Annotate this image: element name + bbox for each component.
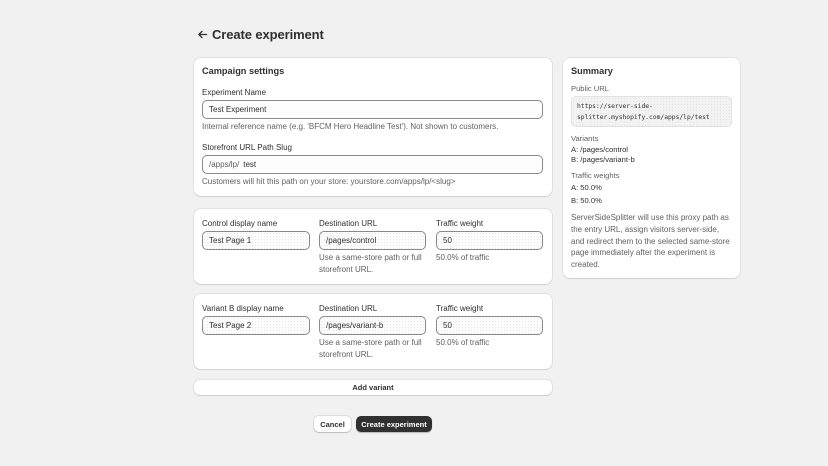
control-name-label: Control display name [202, 219, 278, 228]
slug-help: Customers will hit this path on your store: yourstore.com/apps/lp/<slug> [202, 177, 456, 186]
slug-value: test [243, 160, 257, 169]
campaign-settings-card [194, 58, 552, 196]
control-url-help-1: Use a same-store path or full [319, 253, 422, 262]
page-header [194, 25, 324, 43]
public-url-line-2: splitter.myshopify.com/apps/lp/test [577, 114, 710, 121]
weight-b: B: 50.0% [571, 196, 602, 205]
control-name-value: Test Page 1 [209, 236, 252, 245]
control-url-help-2: storefront URL. [319, 265, 374, 274]
public-url-box [571, 96, 732, 127]
experiment-name-value: Test Experiment [209, 105, 267, 114]
summary-desc-line-2: the entry URL, assign visitors server-side, [571, 224, 720, 234]
variant-b-weight-help: 50.0% of traffic [436, 338, 490, 347]
variant-b-weight-label: Traffic weight [436, 304, 484, 313]
variant-b-name-input[interactable] [202, 316, 310, 335]
public-url-label: Public URL [571, 84, 609, 93]
control-url-value: /pages/control [326, 236, 377, 245]
variants-label: Variants [571, 134, 599, 143]
card-title: Campaign settings [202, 66, 285, 76]
traffic-weights-label: Traffic weights [571, 171, 620, 180]
public-url-line-1: https://server-side- [577, 103, 653, 110]
variant-b-url-help-2: storefront URL. [319, 350, 374, 359]
control-weight-help: 50.0% of traffic [436, 253, 490, 262]
control-weight-label: Traffic weight [436, 219, 484, 228]
add-variant-button[interactable]: Add variant [194, 380, 552, 395]
summary-description [571, 212, 739, 271]
variant-b-weight-input[interactable] [436, 316, 543, 335]
variant-a-path: A: /pages/control [571, 145, 628, 154]
control-weight-input[interactable] [436, 231, 543, 250]
variant-b-name-label: Variant B display name [202, 304, 284, 313]
summary-desc-line-3: and redirect them to the selected same-store [571, 236, 730, 246]
variant-b-path: B: /pages/variant-b [571, 155, 635, 164]
weight-a: A: 50.0% [571, 183, 602, 192]
page-title: Create experiment [212, 26, 324, 42]
summary-desc-line-1: ServerSideSplitter will use this proxy path as [571, 213, 729, 222]
variant-b-url-value: /pages/variant-b [326, 321, 384, 330]
variant-b-name-value: Test Page 2 [209, 321, 252, 330]
cancel-button[interactable]: Cancel [314, 416, 351, 432]
experiment-name-help: Internal reference name (e.g. 'BFCM Hero Headline Test'). Not shown to customers. [202, 122, 499, 131]
summary-title: Summary [571, 66, 613, 76]
arrow-left-icon [197, 29, 208, 40]
slug-label: Storefront URL Path Slug [202, 143, 292, 152]
control-url-input[interactable] [319, 231, 426, 250]
control-variant-card [194, 209, 552, 284]
experiment-name-label: Experiment Name [202, 88, 267, 97]
control-weight-value: 50 [443, 236, 452, 245]
create-experiment-button[interactable]: Create experiment [356, 416, 432, 432]
variant-b-card [194, 294, 552, 369]
control-url-label: Destination URL [319, 219, 378, 228]
variant-b-weight-value: 50 [443, 321, 452, 330]
slug-input[interactable] [202, 155, 543, 174]
summary-desc-line-5: created. [571, 260, 600, 270]
control-name-input[interactable] [202, 231, 310, 250]
slug-prefix: /apps/lp/ [209, 160, 240, 169]
variant-b-url-help-1: Use a same-store path or full [319, 338, 422, 347]
back-button[interactable] [194, 26, 210, 42]
variant-b-url-label: Destination URL [319, 304, 378, 313]
variant-b-url-input[interactable] [319, 316, 426, 335]
experiment-name-input[interactable] [202, 100, 543, 119]
summary-desc-line-4: page immediately after the experiment is [571, 248, 716, 258]
